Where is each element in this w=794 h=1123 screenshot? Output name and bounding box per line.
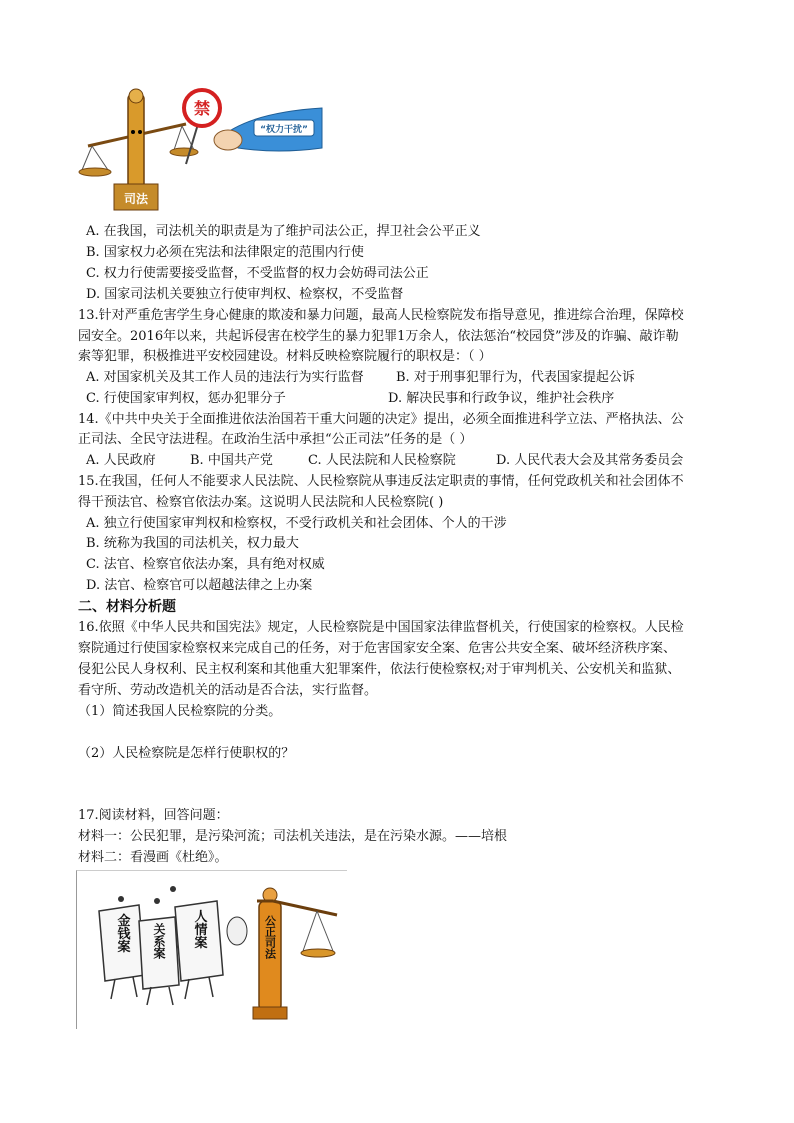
q13-stem-line3: 索等犯罪，积极推进平安校园建设。材料反映检察院履行的职权是：（ ） <box>78 349 492 364</box>
q15-stem-line2: 得干预法官、检察官依法办案。这说明人民法院和人民检察院( ) <box>78 495 444 510</box>
q16-stem-line1: 16.依照《中华人民共和国宪法》规定，人民检察院是中国国家法律监督机关，行使国家的检察权。人民检 <box>78 620 684 635</box>
q14-option-a: A. 人民政府 <box>86 453 156 468</box>
section-heading: 二、材料分析题 <box>78 599 176 615</box>
q16-sub-question-1: （1）简述我国人民检察院的分类。 <box>78 704 282 719</box>
q13-stem-line1: 13.针对严重危害学生身心健康的欺凌和暴力问题，最高人民检察院发布指导意见，推进综合治理，保障校 <box>78 308 684 323</box>
q12-option-a: A. 在我国，司法机关的职责是为了维护司法公正，捍卫社会公平正义 <box>86 224 481 239</box>
q14-option-c: C. 人民法院和人民检察院 <box>308 453 456 468</box>
q14-stem-line2: 正司法、全民守法进程。在政治生活中承担“公正司法”任务的是（ ） <box>78 432 473 447</box>
ban-sign: 禁 <box>193 99 211 118</box>
q16-stem-line4: 看守所、劳动改造机关的活动是否合法，实行监督。 <box>78 683 378 698</box>
q13-stem-line2: 园安全。2016年以来，共起诉侵害在校学生的暴力犯罪1万余人，依法惩治“校园贷”涉及的诈骗、敲诈勒 <box>78 329 679 344</box>
cartoon-put-an-end <box>76 870 347 1029</box>
q15-option-d: D. 法官、检察官可以超越法律之上办案 <box>86 578 313 593</box>
case-connections: 关系案 <box>152 923 166 959</box>
q14-option-d: D. 人民代表大会及其常务委员会 <box>496 453 684 468</box>
cartoon-judicial-interference <box>78 84 324 214</box>
q16-sub-question-2: （2）人民检察院是怎样行使职权的？ <box>78 746 295 761</box>
q13-option-d: D. 解决民事和行政争议，维护社会秩序 <box>388 391 615 406</box>
q13-option-a: A. 对国家机关及其工作人员的违法行为实行监督 <box>86 370 364 385</box>
q14-option-b: B. 中国共产党 <box>190 453 273 468</box>
q15-stem-line1: 15.在我国，任何人不能要求人民法院、人民检察院从事违反法定职责的事情，任何党政机关和社会团体不 <box>78 474 684 489</box>
q13-option-c: C. 行使国家审判权，惩办犯罪分子 <box>86 391 286 406</box>
case-money: 金钱案 <box>114 913 130 953</box>
q12-option-c: C. 权力行使需要接受监督，不受监督的权力会妨碍司法公正 <box>86 266 429 281</box>
q17-material-1: 材料一：公民犯罪，是污染河流；司法机关违法，是在污染水源。——培根 <box>78 829 508 844</box>
seal-label: 司法 <box>123 192 149 206</box>
q17-intro: 17.阅读材料，回答问题： <box>78 808 229 823</box>
q16-stem-line2: 察院通过行使国家检察权来完成自己的任务，对于危害国家安全案、危害公共安全案、破坏经济秩序案、 <box>78 641 677 656</box>
q12-option-b: B. 国家权力必须在宪法和法律限定的范围内行使 <box>86 245 364 260</box>
q14-stem-line1: 14.《中共中央关于全面推进依法治国若干重大问题的决定》提出，必须全面推进科学立法、严格执法、公 <box>78 412 684 427</box>
q17-material-2: 材料二：看漫画《杜绝》。 <box>78 850 228 865</box>
hand-tag: “权力干扰” <box>260 125 308 135</box>
q12-option-d: D. 国家司法机关要独立行使审判权、检察权，不受监督 <box>86 287 404 302</box>
q15-option-a: A. 独立行使国家审判权和检察权，不受行政机关和社会团体、个人的干涉 <box>86 516 507 531</box>
q15-option-c: C. 法官、检察官依法办案，具有绝对权威 <box>86 557 325 572</box>
case-favor: 人情案 <box>191 909 207 949</box>
scale-label: 公正司法 <box>263 915 277 959</box>
q16-stem-line3: 侵犯公民人身权利、民主权利案和其他重大犯罪案件，依法行使检察权;对于审判机关、公安机关和监狱、 <box>78 662 681 677</box>
q15-option-b: B. 统称为我国的司法机关，权力最大 <box>86 536 299 551</box>
q13-option-b: B. 对于刑事犯罪行为，代表国家提起公诉 <box>396 370 635 385</box>
